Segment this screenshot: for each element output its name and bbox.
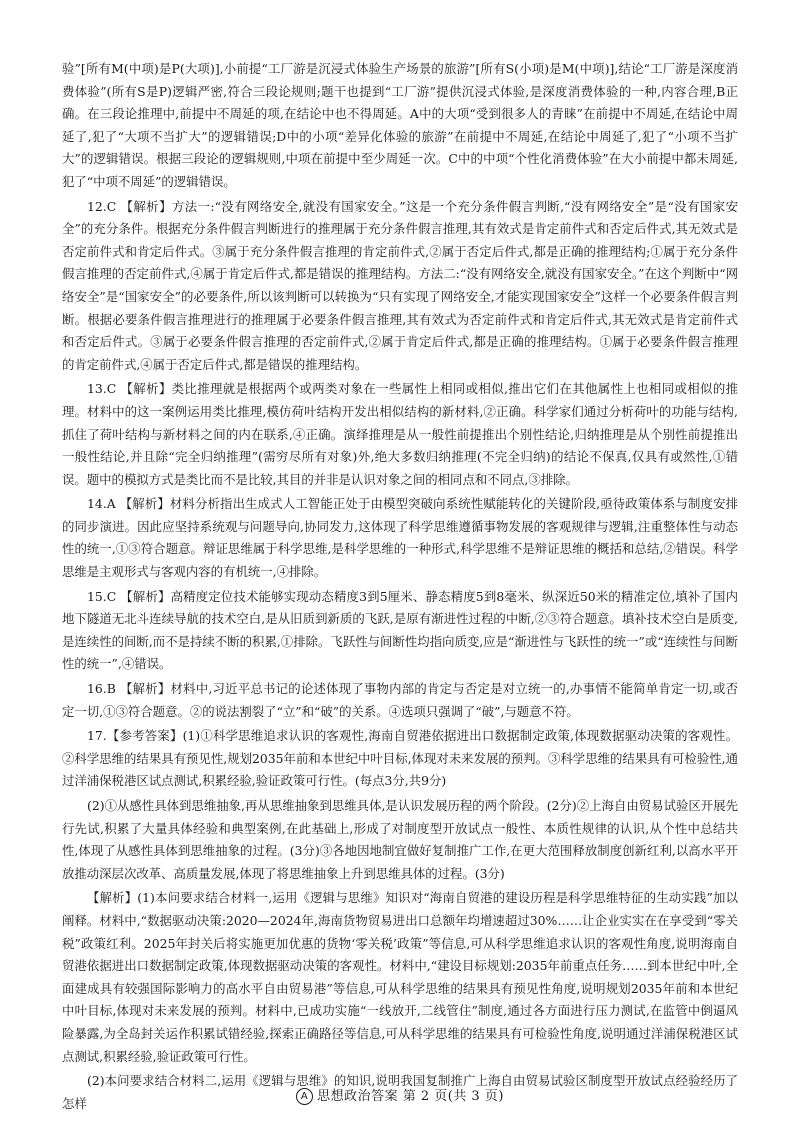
paragraph-q17-analysis-2: (2)本问要求结合材料二,运用《逻辑与思维》的知识,说明我国复制推广上海自由贸易试验区制度型开放试点经验经历了怎样 [62, 1073, 738, 1111]
page-footer [0, 1085, 800, 1105]
paragraph-q12: 12.C 【解析】方法一:“没有网络安全,就没有国家安全。”这是一个充分条件假言判断,“没有网络安全”是“没有国家安全”的充分条件。根据充分条件假言判断进行的推理属于充分条件假言推理,其有效式是肯定前件式和否定后件式,其无效式是否定前件式和肯定后件式。③属于充分条件假言推理的肯定前件式,②属于否定后件式,都是正确的推理结构;①属于充分条件假言推理的否定前件式,④属于肯定后件式,都是错误的推理结构。方法二:“没有网络安全,就没有国家安全。”在这个判断中“网络安全”是“国家安全”的必要条件,所以该判断可以转换为“只有实现了网络安全,才能实现国家安全”这样一个必要条件假言判断。根据必要条件假言推理进行的推理属于必要条件假言推理,其有效式为否定前件式和肯定后件式,其无效式是肯定前件式和否定后件式。③属于必要条件假言推理的否定前件式,②属于肯定后件式,都是正确的推理结构。①属于必要条件假言推理的肯定前件式,④属于否定后件式,都是错误的推理结构。 [62, 198, 738, 372]
page-body [62, 58, 738, 1115]
paragraph-q16: 16.B 【解析】材料中,习近平总书记的论述体现了事物内部的肯定与否定是对立统一的,办事情不能简单肯定一切,或否定一切,①③符合题意。②的说法割裂了“立”和“破”的关系。④选项只强调了“破”,与题意不符。 [62, 681, 738, 719]
version-circle-badge: A [296, 1088, 313, 1105]
paragraph-q17-analysis-1: 【解析】(1)本问要求结合材料一,运用《逻辑与思维》知识对“海南自贸港的建设历程是科学思维特征的生动实践”加以阐释。材料中,“数据驱动决策:2020—2024年,海南货物贸易进出口总额年均增速超过30%……让企业实实在在享受到“零关税”政策红利。2025年封关后将实施更加优惠的货物‘零关税’政策”等信息,可从科学思维追求认识的客观性角度,说明海南自贸港依据进出口数据制定政策,体现数据驱动决策的客观性。材料中,“建设目标规划:2035年前重点任务……到本世纪中叶,全面建成具有较强国际影响力的高水平自由贸易港”等信息,可从科学思维的结果具有预见性角度,说明规划2035年前和本世纪中叶目标,体现对未来发展的预判。材料中,已成功实施“一线放开,二线管住”制度,通过各方面进行压力测试,在监管中倒逼风险暴露,为全岛封关运作积累试错经验,探索正确路径等信息,可从科学思维的结果具有可检验性角度,说明通过洋浦保税港区试点测试,积累经验,验证政策可行性。 [62, 890, 738, 1064]
paragraph-q14: 14.A 【解析】材料分析指出生成式人工智能正处于由模型突破向系统性赋能转化的关键阶段,亟待政策体系与制度安排的同步演进。因此应坚持系统观与问题导向,协同发力,这体现了科学思维遵循事物发展的客观规律与逻辑,注重整体性与动态性的统一,①③符合题意。辩证思维属于科学思维,是科学思维的一种形式,科学思维不是辩证思维的概括和总结,②错误。科学思维是主观形式与客观内容的有机统一,④排除。 [62, 496, 738, 580]
paragraph-q13: 13.C 【解析】类比推理就是根据两个或两类对象在一些属性上相同或相似,推出它们在其他属性上也相同或相似的推理。材料中的这一案例运用类比推理,模仿荷叶结构开发出相似结构的新材料,②正确。科学家们通过分析荷叶的功能与结构,抓住了荷叶结构与新材料之间的内在联系,④正确。演绎推理是从一般性前提推出个别性结论,归纳推理是从个别性前提推出一般性结论,并且除“完全归纳推理”(需穷尽所有对象)外,绝大多数归纳推理(不完全归纳)的结论不保真,仅具有或然性,①错误。题中的模拟方式是类比而不是比较,其目的并非是认识对象之间的相同点和不同点,③排除。 [62, 381, 738, 487]
paragraph-q17-answer-2: (2)①从感性具体到思维抽象,再从思维抽象到思维具体,是认识发展历程的两个阶段。(2分)②上海自由贸易试验区开展先行先试,积累了大量具体经验和典型案例,在此基础上,形成了对制度型开放试点一般性、本质性规律的认识,从个性中总结共性,体现了从感性具体到思维抽象的过程。(3分)③各地因地制宜做好复制推广工作,在更大范围释放制度创新红利,以高水平开放推动深层次改革、高质量发展,体现了将思维抽象上升到思维具体的过程。(3分) [62, 798, 738, 881]
paragraph-q17-answer-1: 17.【参考答案】(1)①科学思维追求认识的客观性,海南自贸港依据进出口数据制定政策,体现数据驱动决策的客观性。②科学思维的结果具有预见性,规划2035年前和本世纪中叶目标,体现对未来发展的预判。③科学思维的结果具有可检验性,通过洋浦保税港区试点测试,积累经验,验证政策可行性。(每点3分,共9分) [62, 728, 738, 789]
paragraph-q15: 15.C 【解析】高精度定位技术能够实现动态精度3到5厘米、静态精度5到8毫米、纵深近50米的精准定位,填补了国内地下隧道无北斗连续导航的技术空白,是从旧质到新质的飞跃,是原有渐进性过程的中断,②③符合题意。填补技术空白是质变,是连续性的间断,而不是持续不断的积累,①排除。飞跃性与间断性均指向质变,应是“渐进性与飞跃性的统一”或“连续性与间断性的统一”,④错误。 [62, 588, 738, 672]
footer-text: 思想政治答案 第 2 页(共 3 页) [317, 1089, 504, 1104]
paragraph-11-continued: 验”[所有M(中项)是P(大项)],小前提“工厂游是沉浸式体验生产场景的旅游”[所有S(小项)是M(中项)],结论“工厂游是深度消费体验”(所有S是P)逻辑严密,符合三段论规则;题干也提到“工厂游”提供沉浸式体验,是深度消费体验的一种,内容合理,B正确。在三段论推理中,前提中不周延的项,在结论中也不得周延。A中的大项“受到很多人的青睐”在前提中不周延,在结论中周延了,犯了“大项不当扩大”的逻辑错误;D中的小项“差异化体验的旅游”在前提中不周延,在结论中周延了,犯了“小项不当扩大”的逻辑错误。根据三段论的逻辑规则,中项在前提中至少周延一次。C中的中项“个性化消费体验”在大小前提中都未周延,犯了“中项不周延”的逻辑错误。 [62, 61, 738, 189]
